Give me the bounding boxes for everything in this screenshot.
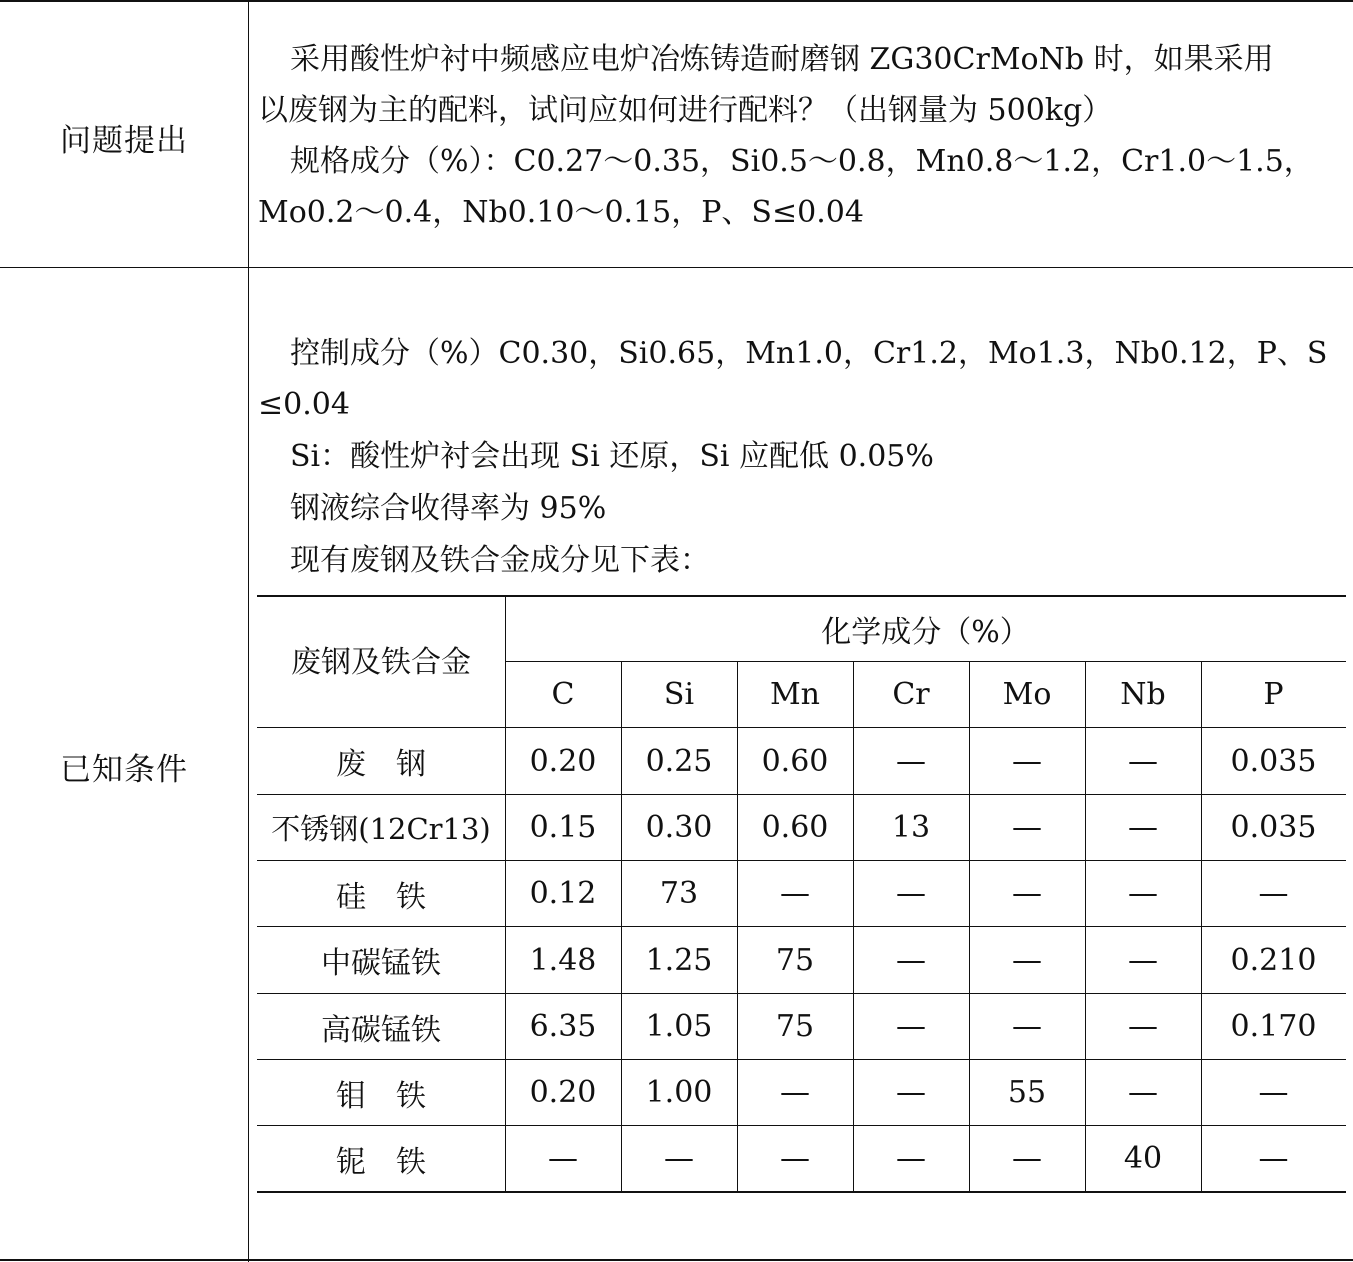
value-cell: — [896, 743, 926, 779]
control-composition-line-2: ≤0.04 [258, 387, 350, 422]
row-header-cell: 废钢及铁合金 [291, 645, 471, 680]
column-header: P [1263, 677, 1284, 712]
column-header: Si [663, 677, 695, 712]
value-cell: — [1258, 1141, 1289, 1176]
value-cell: 0.210 [1230, 942, 1317, 978]
value-cell: — [548, 1141, 578, 1176]
value-cell: — [1012, 743, 1042, 779]
value-cell: 1.48 [529, 942, 597, 978]
value-cell: 0.035 [1230, 810, 1317, 845]
value-cell: 0.30 [645, 810, 713, 845]
material-name-cell: 废 钢 [336, 747, 426, 782]
si-note: Si：酸性炉衬会出现 Si 还原，Si 应配低 0.05% [290, 439, 934, 474]
value-cell: 0.170 [1230, 1009, 1317, 1044]
value-cell: 0.60 [761, 810, 829, 845]
value-cell: 75 [775, 942, 815, 978]
section-divider [0, 267, 1353, 268]
known-label: 已知条件 [60, 752, 188, 788]
material-name-cell: 硅 铁 [336, 879, 426, 915]
value-cell: 13 [891, 810, 931, 845]
value-cell: — [1012, 876, 1042, 911]
spec-line-1: 规格成分（%）：C0.27～0.35，Si0.5～0.8，Mn0.8～1.2，Cr1.0～1.5， [290, 144, 1314, 179]
value-cell: 0.20 [529, 1075, 597, 1110]
value-cell: 0.60 [761, 743, 829, 779]
value-cell: — [780, 1141, 810, 1176]
value-cell: — [780, 876, 810, 911]
value-cell: — [896, 1075, 926, 1110]
value-cell: — [1012, 810, 1042, 845]
value-cell: — [1128, 1075, 1158, 1110]
value-cell: 0.25 [645, 743, 713, 779]
value-cell: 0.15 [529, 810, 597, 845]
value-cell: — [1012, 1009, 1042, 1044]
value-cell: — [780, 1075, 810, 1110]
material-name-cell: 不锈钢(12Cr13) [271, 812, 491, 846]
yield-note: 钢液综合收得率为 95% [290, 491, 607, 526]
value-cell: 1.05 [645, 1009, 713, 1044]
table-intro: 现有废钢及铁合金成分见下表： [290, 543, 710, 578]
value-cell: — [1128, 743, 1158, 779]
top-border [0, 0, 1353, 2]
value-cell: — [896, 942, 926, 978]
material-name-cell: 高碳锰铁 [321, 1012, 441, 1048]
material-name-cell: 钼 铁 [336, 1078, 426, 1114]
column-header: Cr [892, 677, 930, 712]
label-column-divider [248, 0, 249, 1262]
value-cell: — [1258, 1075, 1289, 1110]
value-cell: 40 [1123, 1141, 1163, 1176]
value-cell: 6.35 [529, 1009, 597, 1044]
value-cell: — [1012, 942, 1042, 978]
value-cell: 55 [1007, 1075, 1047, 1110]
material-name-cell: 中碳锰铁 [321, 946, 441, 981]
value-cell: 0.20 [529, 743, 597, 779]
problem-label: 问题提出 [60, 123, 188, 159]
value-cell: 0.035 [1230, 743, 1317, 779]
group-header-cell: 化学成分（%） [821, 615, 1030, 650]
control-composition-line-1: 控制成分（%）C0.30，Si0.65，Mn1.0，Cr1.2，Mo1.3，Nb0.12，P、S [290, 336, 1328, 371]
problem-line-1: 采用酸性炉衬中频感应电炉冶炼铸造耐磨钢 ZG30CrMoNb 时，如果采用 [290, 42, 1274, 77]
column-header: C [551, 677, 575, 712]
spec-line-2: Mo0.2～0.4，Nb0.10～0.15，P、S≤0.04 [258, 195, 864, 230]
value-cell: 1.25 [645, 942, 713, 978]
value-cell: — [1128, 810, 1158, 845]
value-cell: — [1128, 876, 1158, 911]
bottom-border [0, 1259, 1353, 1261]
value-cell: — [896, 1009, 926, 1044]
value-cell: — [896, 876, 926, 911]
value-cell: 73 [659, 876, 699, 911]
column-header: Mn [769, 677, 821, 712]
problem-line-2: 以废钢为主的配料，试问应如何进行配料？（出钢量为 500kg） [258, 93, 1113, 128]
column-header: Mo [1002, 677, 1052, 712]
value-cell: — [1258, 876, 1289, 911]
value-cell: — [1128, 1009, 1158, 1044]
value-cell: — [896, 1141, 926, 1176]
column-header: Nb [1120, 677, 1166, 712]
value-cell: 75 [775, 1009, 815, 1044]
material-name-cell: 铌 铁 [336, 1144, 426, 1180]
value-cell: — [1128, 942, 1158, 978]
value-cell: — [1012, 1141, 1042, 1176]
value-cell: — [664, 1141, 694, 1176]
value-cell: 1.00 [645, 1075, 713, 1110]
value-cell: 0.12 [529, 876, 597, 911]
table-bottom-line [257, 1191, 1346, 1193]
